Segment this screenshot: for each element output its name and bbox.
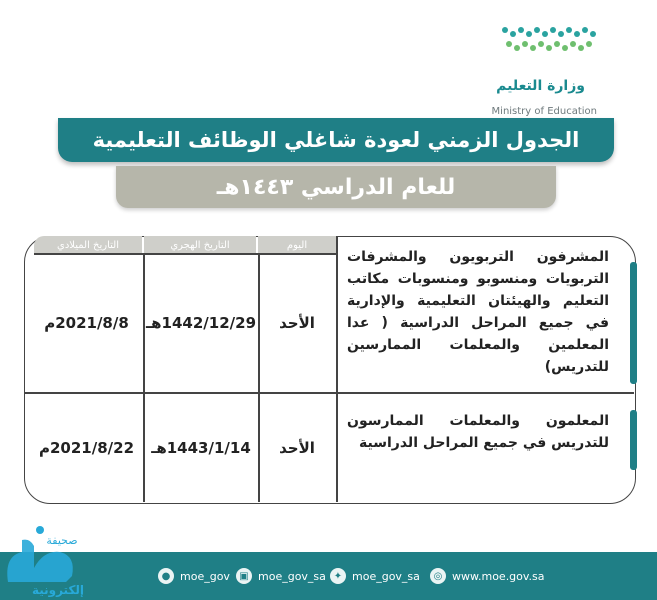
snapchat-icon: ●: [158, 568, 174, 584]
logo-dots-icon: [501, 22, 597, 52]
snapchat-handle: moe_gov: [180, 569, 230, 583]
instagram-icon: ▣: [236, 568, 252, 584]
row-2-day: الأحد: [279, 439, 315, 457]
footer-snapchat[interactable]: [158, 566, 230, 586]
ministry-logo: [477, 22, 597, 117]
footer-website[interactable]: [430, 566, 545, 586]
row-1-hijri: 1442/12/29هـ: [146, 314, 256, 332]
row-accent-bar: [630, 410, 637, 470]
row-2-description: المعلمون والمعلمات الممارسون للتدريس في جميع المراحل الدراسية: [347, 413, 609, 451]
page-subtitle: للعام الدراسي ١٤٤٣هـ: [216, 174, 456, 200]
globe-icon: ◎: [430, 568, 446, 584]
twitter-handle: moe_gov_sa: [352, 569, 420, 583]
twitter-icon: ✦: [330, 568, 346, 584]
page-title: الجدول الزمني لعودة شاغلي الوظائف التعليمية: [92, 128, 580, 152]
logo-english-text: Ministry of Education: [491, 106, 597, 117]
logo-arabic-text: وزارة التعليم: [496, 78, 585, 94]
watermark-logo: [0, 520, 110, 600]
website-text: www.moe.gov.sa: [452, 569, 545, 583]
title-banner: [58, 118, 614, 162]
row-1-description: المشرفون التربويون والمشرفات التربويات ومنسوبو ومنسوبات مكاتب التعليم والهيئتان التعليمية والإدارية في جميع المراحل الدراسية ( عدا المعلمين والمعلمات الممارسين للتدريس): [347, 249, 609, 375]
header-hijri: التاريخ الهجري: [144, 236, 256, 254]
subtitle-banner: [116, 166, 556, 208]
footer-instagram[interactable]: [236, 566, 326, 586]
row-1-gregorian: 2021/8/8م: [44, 314, 129, 332]
row-2-hijri: 1443/1/14هـ: [151, 439, 251, 457]
watermark-line1: صحيفة: [46, 534, 78, 547]
row-1-day: الأحد: [279, 314, 315, 332]
row-accent-bar: [630, 262, 637, 384]
header-gregorian: التاريخ الميلادي: [34, 236, 142, 254]
footer-twitter[interactable]: [330, 566, 420, 586]
row-2-gregorian: 2021/8/22م: [38, 439, 135, 457]
table-divider: [336, 236, 338, 502]
header-day: اليوم: [258, 236, 336, 254]
watermark-line2: إلكترونية: [31, 583, 85, 597]
instagram-handle: moe_gov_sa: [258, 569, 326, 583]
